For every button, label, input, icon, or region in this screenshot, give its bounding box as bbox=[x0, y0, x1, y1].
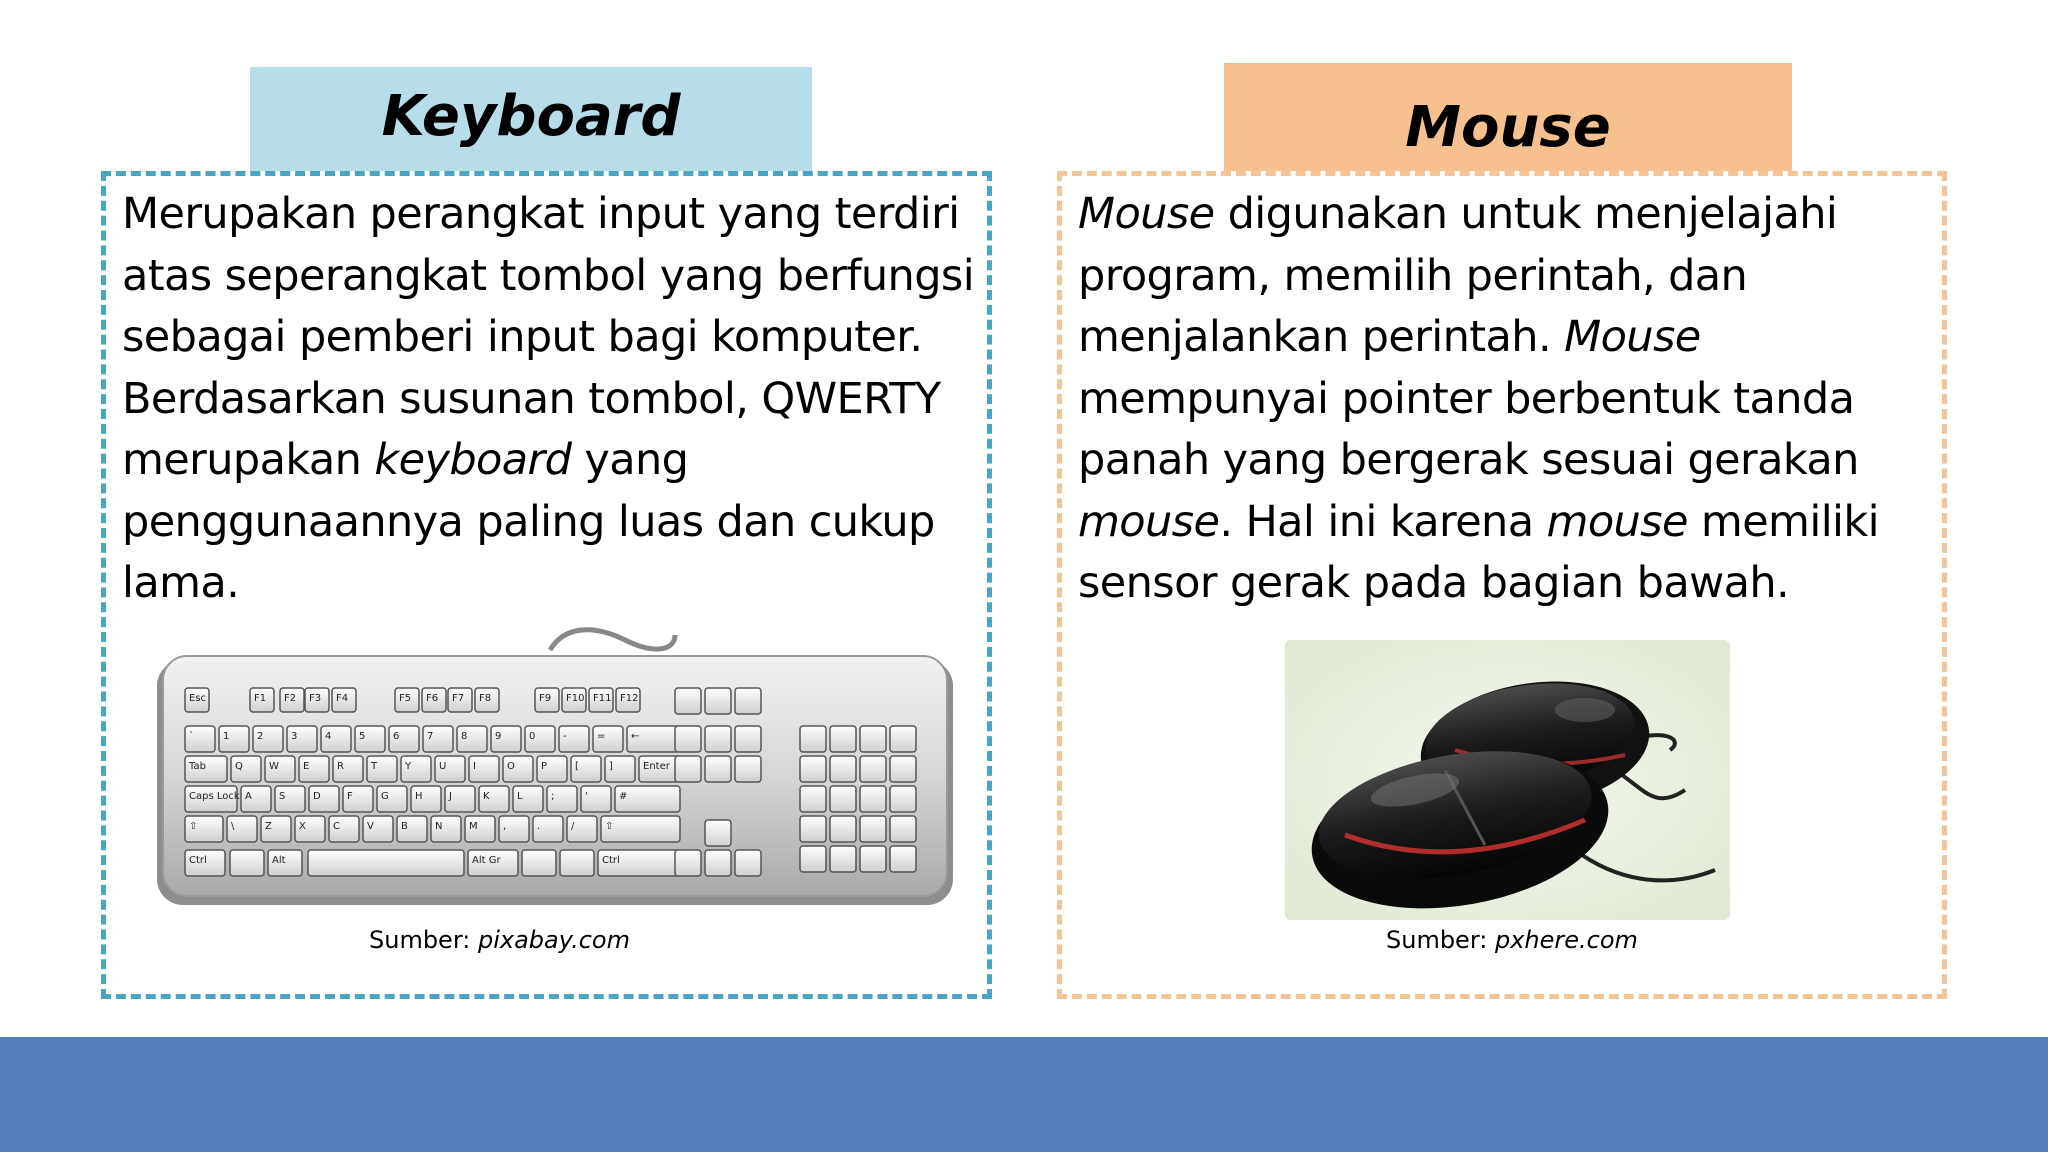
keyboard-key-label: Q bbox=[235, 761, 243, 772]
keyboard-key-label: F10 bbox=[566, 693, 585, 704]
keyboard-key bbox=[830, 726, 856, 752]
keyboard-key bbox=[377, 786, 407, 812]
keyboard-key-label: T bbox=[371, 761, 378, 772]
keyboard-key bbox=[800, 846, 826, 872]
text-line bbox=[1078, 430, 1879, 492]
keyboard-key-label: F3 bbox=[309, 693, 322, 704]
keyboard-key bbox=[367, 756, 397, 782]
keyboard-key bbox=[321, 726, 351, 752]
keyboard-key-label: J bbox=[449, 791, 452, 802]
text-segment: digunakan untuk menjelajahi bbox=[1214, 189, 1838, 239]
keyboard-key bbox=[535, 688, 559, 712]
text-segment: memiliki bbox=[1687, 496, 1880, 547]
keyboard-key-label: Alt bbox=[272, 855, 286, 866]
keyboard-key bbox=[800, 816, 826, 842]
keyboard-key-label: 7 bbox=[427, 731, 434, 742]
keyboard-key bbox=[333, 756, 363, 782]
text-segment: . Hal ini karena bbox=[1219, 496, 1547, 547]
keyboard-key bbox=[675, 726, 701, 752]
keyboard-key bbox=[705, 850, 731, 876]
text-segment: sebagai pemberi input bagi komputer. bbox=[122, 312, 923, 362]
text-line bbox=[122, 184, 974, 246]
keyboard-key bbox=[265, 756, 295, 782]
keyboard-key bbox=[329, 816, 359, 842]
keyboard-key bbox=[241, 786, 271, 812]
keyboard-key bbox=[280, 688, 304, 712]
keyboard-key bbox=[800, 756, 826, 782]
keyboard-key bbox=[231, 756, 261, 782]
keyboard-key bbox=[395, 688, 419, 712]
keyboard-key-label: ; bbox=[551, 791, 555, 802]
keyboard-key bbox=[422, 688, 446, 712]
keyboard-key-label: F11 bbox=[593, 693, 612, 704]
keyboard-key bbox=[261, 816, 291, 842]
keyboard-key-label: - bbox=[563, 731, 567, 742]
keyboard-description bbox=[122, 184, 974, 615]
keyboard-key-label: ⇧ bbox=[605, 821, 614, 832]
keyboard-key bbox=[735, 756, 761, 782]
keyboard-key bbox=[423, 726, 453, 752]
keyboard-key-label: \ bbox=[231, 821, 235, 832]
keyboard-key bbox=[615, 786, 680, 812]
keyboard-key-label: E bbox=[303, 761, 310, 772]
keyboard-key bbox=[397, 816, 427, 842]
keyboard-key-label: L bbox=[517, 791, 523, 802]
keyboard-key-label: ' bbox=[585, 791, 588, 802]
keyboard-key-label: V bbox=[367, 821, 374, 832]
keyboard-key-label: F8 bbox=[479, 693, 492, 704]
text-segment: merupakan bbox=[122, 435, 375, 485]
text-segment: yang bbox=[571, 435, 689, 485]
keyboard-image bbox=[155, 620, 955, 920]
keyboard-key bbox=[589, 688, 613, 712]
text-line bbox=[122, 369, 974, 431]
keyboard-key-label: K bbox=[483, 791, 490, 802]
keyboard-key-label: P bbox=[541, 761, 548, 772]
keyboard-key bbox=[601, 816, 680, 842]
keyboard-key bbox=[705, 820, 731, 846]
keyboard-key bbox=[705, 726, 731, 752]
text-segment: mouse bbox=[1546, 496, 1688, 547]
keyboard-key-label: Z bbox=[265, 821, 272, 832]
keyboard-key bbox=[605, 756, 635, 782]
keyboard-key bbox=[295, 816, 325, 842]
keyboard-title: Keyboard bbox=[250, 67, 812, 171]
keyboard-key bbox=[800, 726, 826, 752]
computer-mice-image bbox=[1285, 640, 1730, 920]
keyboard-key bbox=[598, 850, 680, 876]
mouse-description bbox=[1078, 184, 1879, 615]
keyboard-key-label: D bbox=[313, 791, 321, 802]
keyboard-key bbox=[616, 688, 640, 712]
keyboard-key bbox=[567, 816, 597, 842]
keyboard-image-caption bbox=[369, 926, 630, 954]
keyboard-key-label: W bbox=[269, 761, 279, 772]
keyboard-key-label: N bbox=[435, 821, 443, 832]
text-line bbox=[1078, 369, 1879, 431]
keyboard-key bbox=[860, 786, 886, 812]
text-segment: keyboard bbox=[374, 435, 572, 485]
keyboard-key-label: R bbox=[337, 761, 344, 772]
keyboard-key bbox=[735, 688, 761, 714]
text-segment: program, memilih perintah, dan bbox=[1078, 250, 1748, 301]
keyboard-key bbox=[547, 786, 577, 812]
keyboard-key-label: S bbox=[279, 791, 286, 802]
keyboard-key-label: H bbox=[415, 791, 423, 802]
keyboard-key-label: Ctrl bbox=[189, 855, 207, 866]
keyboard-key bbox=[468, 850, 518, 876]
text-line bbox=[122, 553, 974, 615]
keyboard-key-label: F5 bbox=[399, 693, 412, 704]
text-segment: Mouse bbox=[1564, 312, 1701, 362]
mouse-image-caption bbox=[1386, 926, 1638, 954]
keyboard-key-label: / bbox=[571, 821, 575, 832]
keyboard-key bbox=[411, 786, 441, 812]
text-segment: sensor gerak pada bagian bawah. bbox=[1078, 558, 1790, 608]
keyboard-key bbox=[343, 786, 373, 812]
text-segment: panah yang bergerak sesuai gerakan bbox=[1078, 435, 1859, 485]
keyboard-key-label: ] bbox=[609, 761, 613, 772]
keyboard-key bbox=[562, 688, 586, 712]
keyboard-key-label: Ctrl bbox=[602, 855, 620, 866]
text-line bbox=[1078, 246, 1879, 308]
keyboard-key bbox=[627, 726, 680, 752]
keyboard-key bbox=[305, 688, 329, 712]
text-line bbox=[1078, 553, 1879, 615]
keyboard-key bbox=[499, 816, 529, 842]
keyboard-key-label: ⇧ bbox=[189, 821, 198, 832]
keyboard-key-label: F2 bbox=[284, 693, 297, 704]
keyboard-key-label: F4 bbox=[336, 693, 349, 704]
keyboard-key-label: 5 bbox=[359, 731, 366, 742]
keyboard-key-label: F1 bbox=[254, 693, 267, 704]
keyboard-key bbox=[355, 726, 385, 752]
keyboard-key-label: F9 bbox=[539, 693, 552, 704]
keyboard-key bbox=[860, 846, 886, 872]
keyboard-key-label: 4 bbox=[325, 731, 332, 742]
keyboard-key bbox=[457, 726, 487, 752]
keyboard-key-label: F7 bbox=[452, 693, 465, 704]
keyboard-key bbox=[675, 688, 701, 714]
keyboard-key-label: Enter bbox=[643, 761, 670, 772]
keyboard-key bbox=[185, 756, 227, 782]
text-line bbox=[122, 492, 974, 554]
keyboard-key bbox=[268, 850, 302, 876]
keyboard-key bbox=[522, 850, 556, 876]
keyboard-key bbox=[299, 756, 329, 782]
keyboard-key bbox=[513, 786, 543, 812]
keyboard-key bbox=[890, 726, 916, 752]
keyboard-key-label: F6 bbox=[426, 693, 439, 704]
keyboard-key bbox=[465, 816, 495, 842]
keyboard-key bbox=[230, 850, 264, 876]
keyboard-key bbox=[705, 688, 731, 714]
keyboard-key bbox=[581, 786, 611, 812]
keyboard-key bbox=[735, 850, 761, 876]
keyboard-key bbox=[309, 786, 339, 812]
keyboard-key bbox=[479, 786, 509, 812]
keyboard-key bbox=[363, 816, 393, 842]
keyboard-key bbox=[675, 850, 701, 876]
keyboard-key-label: F12 bbox=[620, 693, 639, 704]
keyboard-key bbox=[475, 688, 499, 712]
keyboard-key bbox=[389, 726, 419, 752]
keyboard-key bbox=[435, 756, 465, 782]
keyboard-key bbox=[185, 786, 240, 812]
text-line bbox=[122, 430, 974, 492]
keyboard-key bbox=[860, 816, 886, 842]
keyboard-key-label: ` bbox=[189, 731, 194, 742]
keyboard-key bbox=[705, 756, 731, 782]
keyboard-key bbox=[571, 756, 601, 782]
keyboard-key-label: C bbox=[333, 821, 340, 832]
keyboard-key-label: ← bbox=[631, 731, 640, 742]
keyboard-key bbox=[287, 726, 317, 752]
keyboard-key-label: G bbox=[381, 791, 389, 802]
keyboard-key-label: F bbox=[347, 791, 353, 802]
text-segment: Merupakan perangkat input yang terdiri bbox=[122, 189, 960, 239]
keyboard-key bbox=[559, 726, 589, 752]
caption-prefix: Sumber: bbox=[369, 926, 478, 954]
keyboard-key bbox=[860, 726, 886, 752]
keyboard-key bbox=[185, 688, 209, 712]
keyboard-key-label: Esc bbox=[189, 693, 207, 704]
text-segment: lama. bbox=[122, 558, 240, 608]
keyboard-key-label: 3 bbox=[291, 731, 298, 742]
keyboard-key-label: # bbox=[619, 791, 628, 802]
keyboard-key-label: , bbox=[503, 821, 507, 832]
mouse-title: Mouse bbox=[1224, 63, 1792, 171]
keyboard-key bbox=[860, 756, 886, 782]
keyboard-key bbox=[445, 786, 475, 812]
keyboard-key-label: I bbox=[473, 761, 476, 772]
text-line bbox=[1078, 492, 1879, 554]
keyboard-key bbox=[800, 786, 826, 812]
text-segment: menjalankan perintah. bbox=[1078, 312, 1565, 362]
text-segment: Berdasarkan susunan tombol, QWERTY bbox=[122, 373, 941, 424]
keyboard-key bbox=[185, 726, 215, 752]
text-line bbox=[122, 246, 974, 308]
keyboard-key-label: U bbox=[439, 761, 447, 772]
keyboard-key-label: 9 bbox=[495, 731, 502, 742]
keyboard-key bbox=[227, 816, 257, 842]
keyboard-key bbox=[639, 756, 680, 782]
footer-bar bbox=[0, 1037, 2048, 1152]
keyboard-key bbox=[448, 688, 472, 712]
keyboard-key bbox=[890, 756, 916, 782]
keyboard-key bbox=[560, 850, 594, 876]
keyboard-key bbox=[890, 846, 916, 872]
keyboard-key-label: M bbox=[469, 821, 478, 832]
keyboard-key bbox=[830, 756, 856, 782]
text-line bbox=[122, 307, 974, 369]
keyboard-key-label: . bbox=[537, 821, 541, 832]
keyboard-key-label: Y bbox=[405, 761, 412, 772]
keyboard-key bbox=[537, 756, 567, 782]
keyboard-key bbox=[253, 726, 283, 752]
keyboard-key bbox=[332, 688, 356, 712]
keyboard-key bbox=[735, 726, 761, 752]
keyboard-key bbox=[401, 756, 431, 782]
keyboard-key bbox=[830, 786, 856, 812]
keyboard-key bbox=[250, 688, 274, 712]
keyboard-key-label: B bbox=[401, 821, 408, 832]
keyboard-key bbox=[593, 726, 623, 752]
caption-prefix: Sumber: bbox=[1386, 926, 1495, 954]
text-segment: Mouse bbox=[1078, 189, 1215, 239]
text-line bbox=[1078, 307, 1879, 369]
keyboard-key bbox=[890, 816, 916, 842]
text-segment: penggunaannya paling luas dan cukup bbox=[122, 496, 935, 547]
keyboard-key bbox=[890, 786, 916, 812]
keyboard-key-label: 0 bbox=[529, 731, 536, 742]
keyboard-key bbox=[431, 816, 461, 842]
keyboard-key bbox=[469, 756, 499, 782]
caption-source: pxhere.com bbox=[1494, 926, 1638, 954]
keyboard-key bbox=[525, 726, 555, 752]
keyboard-key-label: [ bbox=[575, 761, 579, 772]
keyboard-key bbox=[275, 786, 305, 812]
text-segment: mempunyai pointer berbentuk tanda bbox=[1078, 373, 1855, 424]
keyboard-key-label: 1 bbox=[223, 731, 230, 742]
keyboard-key bbox=[533, 816, 563, 842]
keyboard-key bbox=[185, 816, 223, 842]
keyboard-key-label: 6 bbox=[393, 731, 400, 742]
keyboard-key-label: Alt Gr bbox=[472, 855, 501, 866]
keyboard-key-label: 8 bbox=[461, 731, 468, 742]
keyboard-key bbox=[830, 846, 856, 872]
keyboard-key bbox=[491, 726, 521, 752]
keyboard-key bbox=[503, 756, 533, 782]
keyboard-key-label: 2 bbox=[257, 731, 264, 742]
keyboard-key bbox=[675, 756, 701, 782]
keyboard-key bbox=[219, 726, 249, 752]
keyboard-key-label: = bbox=[597, 731, 606, 742]
keyboard-key-label: A bbox=[245, 791, 252, 802]
keyboard-key-label: X bbox=[299, 821, 306, 832]
keyboard-key-label: Tab bbox=[189, 761, 206, 772]
text-line bbox=[1078, 184, 1879, 246]
caption-source: pixabay.com bbox=[477, 926, 630, 954]
keyboard-key-label: Caps Lock bbox=[189, 791, 240, 802]
keyboard-key bbox=[830, 816, 856, 842]
keyboard-key bbox=[185, 850, 225, 876]
text-segment: atas seperangkat tombol yang berfungsi bbox=[122, 250, 975, 301]
keyboard-key bbox=[308, 850, 464, 876]
keyboard-key-label: O bbox=[507, 761, 515, 772]
text-segment: mouse bbox=[1078, 496, 1220, 547]
